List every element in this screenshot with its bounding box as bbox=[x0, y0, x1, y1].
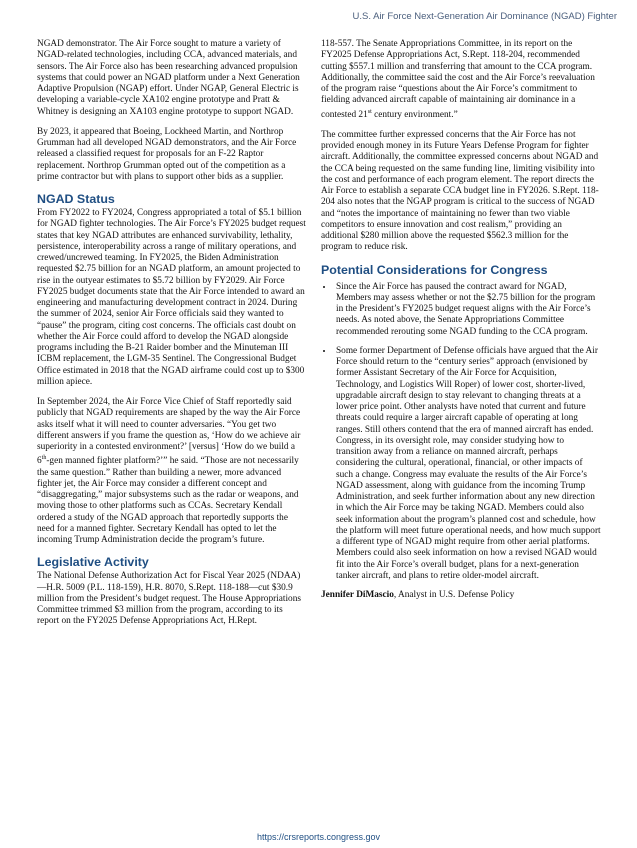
list-item: • Since the Air Force has paused the contract award for NGAD, Members may assess whether or not the $2.75 billion for the program in the President’s FY2025 budget request aligns with the Air Force’s needs. As noted above, the Senate Appropriations Committee recommended rerouting some NGAD funding to the CCA program. bbox=[334, 282, 601, 338]
text-run: In September 2024, the Air Force Vice Chief of Staff reportedly said publicly that NGAD requirements are shaped by the way the Air Force asks itself what it will need to counter adversaries. “You get two different answers if you frame the question as, ‘How do we achieve air superiority in a contested environment?’ [versus] ‘How do we build a 6 bbox=[37, 397, 301, 467]
text-run: 118-557. The Senate Appropriations Committee, in its report on the FY2025 Defense Appropriations Act, S.Rept. 118-204, recommended cutting $557.1 million and transferring that amount to the CCA program. Additionally, the committee said the cost and the Air Force’s reevaluation of the program raise “questions about the Air Force’s commitment to fielding advanced aircraft capable of maintaining air dominance in a contested 21 bbox=[321, 39, 595, 120]
author-byline bbox=[321, 590, 601, 601]
left-column bbox=[37, 39, 307, 637]
running-header-title: U.S. Air Force Next-Generation Air Dominance (NGAD) Fighter bbox=[352, 11, 617, 22]
text-run: -gen manned fighter platform?’” he said. “Those are not necessarily the same question.” Rather than building a newer, more advanced fighter jet, the Air Force may consider a different concept and “disaggregating,” major subsystems such as the radar or weapons, and moving those to other platforms such as CCAs. Secretary Kendall ordered a study of the NGAD approach that reportedly supports the need for a manned fighter. Secretary Kendall has opted to let the incoming Trump Administration decide the program’s future. bbox=[37, 456, 299, 546]
body-paragraph: NGAD demonstrator. The Air Force sought to mature a variety of NGAD-related technologies, including CCA, advanced materials, and sensors. The Air Force also has been researching advanced propulsion systems that could power an NGAD platform under a Next Generation Adaptive Propulsion (NGAP) effort. Under NGAP, General Electric is developing a variable-cycle XA102 engine prototype and Pratt & Whitney is designing an XA103 engine prototype to support NGAD. bbox=[37, 39, 300, 117]
superscript: th bbox=[41, 455, 47, 462]
section-heading-ngad-status: NGAD Status bbox=[37, 192, 115, 206]
body-paragraph: The National Defense Authorization Act for Fiscal Year 2025 (NDAA)—H.R. 5009 (P.L. 118-159), H.R. 8070, S.Rept. 118-188—cut $30.9 million from the President’s budget request. The House Appropriations Committee trimmed $3 million from the program, according to its report on the FY2025 Defense Appropriations Act, H.Rept. bbox=[37, 571, 301, 627]
section-heading-considerations: Potential Considerations for Congress bbox=[321, 262, 548, 277]
list-item: • Some former Department of Defense officials have argued that the Air Force should return to the “century series” approach (envisioned by former Assistant Secretary of the Air Force for Acquisition, Technology, and Logistics Will Roper) of lower cost, shorter-lived, upgradable aircraft design to stay relevant to changing threats at a lower price point. Other analysts have noted that current and future threats could require a larger aircraft capable of operating at long ranges. Still others contend that the era of manned aircraft has ended. Congress, in its oversight role, may consider studying how to transition away from a reliance on manned aircraft, perhaps considering the cultural, operational, financial, or other impacts of such a change. Congress may evaluate the results of the Air Force’s NGAD assessment, along with guidance from the incoming Trump Administration, and seek further information about any new direction in which the Air Force may be taking NGAD. Members could also seek information about the program’s planned cost and schedule, how the platform will meet future operational needs, and how much support a different type of NGAD might require from other aerial platforms. Members could also seek information on how a revised NGAD would fit into the Air Force’s overall budget, plans for a next-generation tanker aircraft, and plans to retire older-model aircraft. bbox=[334, 346, 601, 582]
footer-link[interactable]: https://crsreports.congress.gov bbox=[256, 832, 381, 842]
superscript: st bbox=[367, 108, 372, 115]
body-paragraph: From FY2022 to FY2024, Congress appropriated a total of $5.1 billion for NGAD fighter technologies. The Air Force’s FY2025 budget request states that key NGAD attributes are enhanced survivability, lethality, persistence, interoperability across a range of military operations, and crewed/uncrewed teaming. In FY2025, the Biden Administration requested $2.75 billion for an NGAD platform, an amount projected to rise in the outyear estimates to $5.72 billion by FY2029. Air Force FY2025 budget documents state that the Air Force intended to award an engineering and manufacturing development contract in 2024. During the summer of 2024, senior Air Force officials said they wanted to “pause” the program, citing cost concerns. The officials cast doubt on whether the Air Force could afford to develop the NGAD alongside programs including the B-21 Raider bomber and the Minuteman III ICBM replacement, the LGM-35 Sentinel. The Congressional Budget Office estimated in 2018 that the NGAD airframe could cost up to $300 million apiece. bbox=[37, 208, 306, 387]
author-role: , Analyst in U.S. Defense Policy bbox=[393, 590, 515, 601]
body-paragraph bbox=[321, 39, 601, 121]
body-paragraph: By 2023, it appeared that Boeing, Lockheed Martin, and Northrop Grumman had all developed NGAD demonstrators, and the Air Force released a classified request for proposals for an F-22 Raptor replacement. Northrop Grumman opted out of the competition as a prime contractor but with plans to support other bids as a supplier. bbox=[37, 126, 297, 182]
right-column bbox=[321, 39, 601, 601]
body-paragraph bbox=[37, 397, 307, 546]
text-run: century environment.” bbox=[371, 109, 458, 120]
section-heading-legislative-activity: Legislative Activity bbox=[37, 555, 149, 570]
body-paragraph: The committee further expressed concerns that the Air Force has not provided enough money in its Future Years Defense Program for fighter aircraft. Additionally, the committee expressed concerns about NGAD and the CCA being requested on the same funding line, limiting visibility into the cost and performance of each program element. The report directs the Air Force to establish a separate CCA budget line in FY2026. S.Rept. 118-204 also notes that the NGAP program is critical to the success of NGAD and “notes the importance of maintaining no fewer than two viable competitors to ensure innovation and cost realism,” providing an additional $280 million above the requested $562.3 million for the program to reduce risk. bbox=[321, 129, 599, 253]
considerations-list bbox=[321, 282, 601, 583]
author-name: Jennifer DiMascio bbox=[321, 590, 394, 601]
